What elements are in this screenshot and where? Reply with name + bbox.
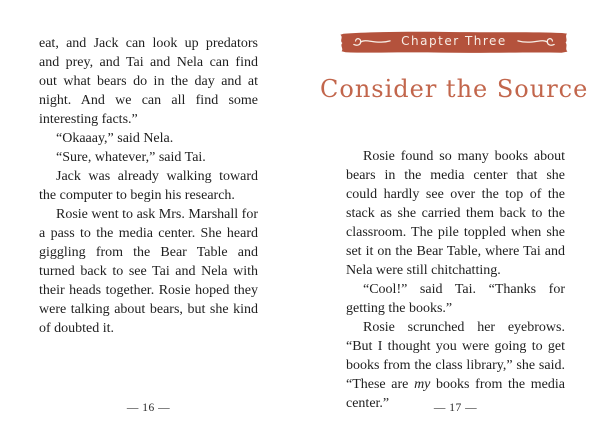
swirl-flourish-right-icon — [516, 36, 558, 48]
text-run: Rosie went to ask Mrs. Marshall for a pass to the media center. She heard giggling from the Bear Table and turned back to see Tai and Nela with their heads together. Rosie hoped they were talking about bears, but she kind of doubted it. — [39, 207, 258, 336]
text-run: “Okaaay,” said Nela. — [56, 131, 174, 146]
italic-text-run: my — [414, 377, 431, 392]
left-page-number: — 16 — — [126, 402, 171, 414]
chapter-banner-label: Chapter Three — [401, 34, 507, 48]
paragraph — [39, 148, 258, 167]
right-page — [300, 0, 600, 428]
paragraph — [39, 129, 258, 148]
text-run: eat, and Jack can look up predators and prey, and Tai and Nela can find out what bears do in the day and at night. And we can all find some interesting facts.” — [39, 36, 258, 127]
chapter-title: Consider the Source — [320, 75, 589, 103]
text-run: Rosie scrunched her eyebrows. “But I thought you were going to get books from the class library,” she said. “These are — [346, 320, 565, 392]
paragraph — [39, 167, 258, 205]
chapter-banner — [337, 29, 571, 55]
chapter-banner-content — [337, 29, 571, 55]
text-run: “Sure, whatever,” said Tai. — [56, 150, 206, 165]
text-run: books from the media center.” — [346, 377, 565, 411]
text-run: Jack was already walking toward the computer to begin his research. — [39, 169, 258, 203]
paragraph — [346, 318, 565, 413]
paragraph — [39, 205, 258, 338]
right-page-number: — 17 — — [433, 402, 478, 414]
paragraph — [39, 34, 258, 129]
left-page-text — [39, 34, 258, 338]
swirl-flourish-left-icon — [350, 36, 392, 48]
text-run: Rosie found so many books about bears in the media center that she could hardly see over the top of the stack as she carried them back to the classroom. The pile toppled when she set it on the Bear Table, where Tai and Nela were still chitchatting. — [346, 149, 565, 278]
paragraph — [346, 147, 565, 280]
text-run: “Cool!” said Tai. “Thanks for getting the books.” — [346, 282, 565, 316]
paragraph — [346, 280, 565, 318]
right-page-text — [346, 147, 565, 413]
